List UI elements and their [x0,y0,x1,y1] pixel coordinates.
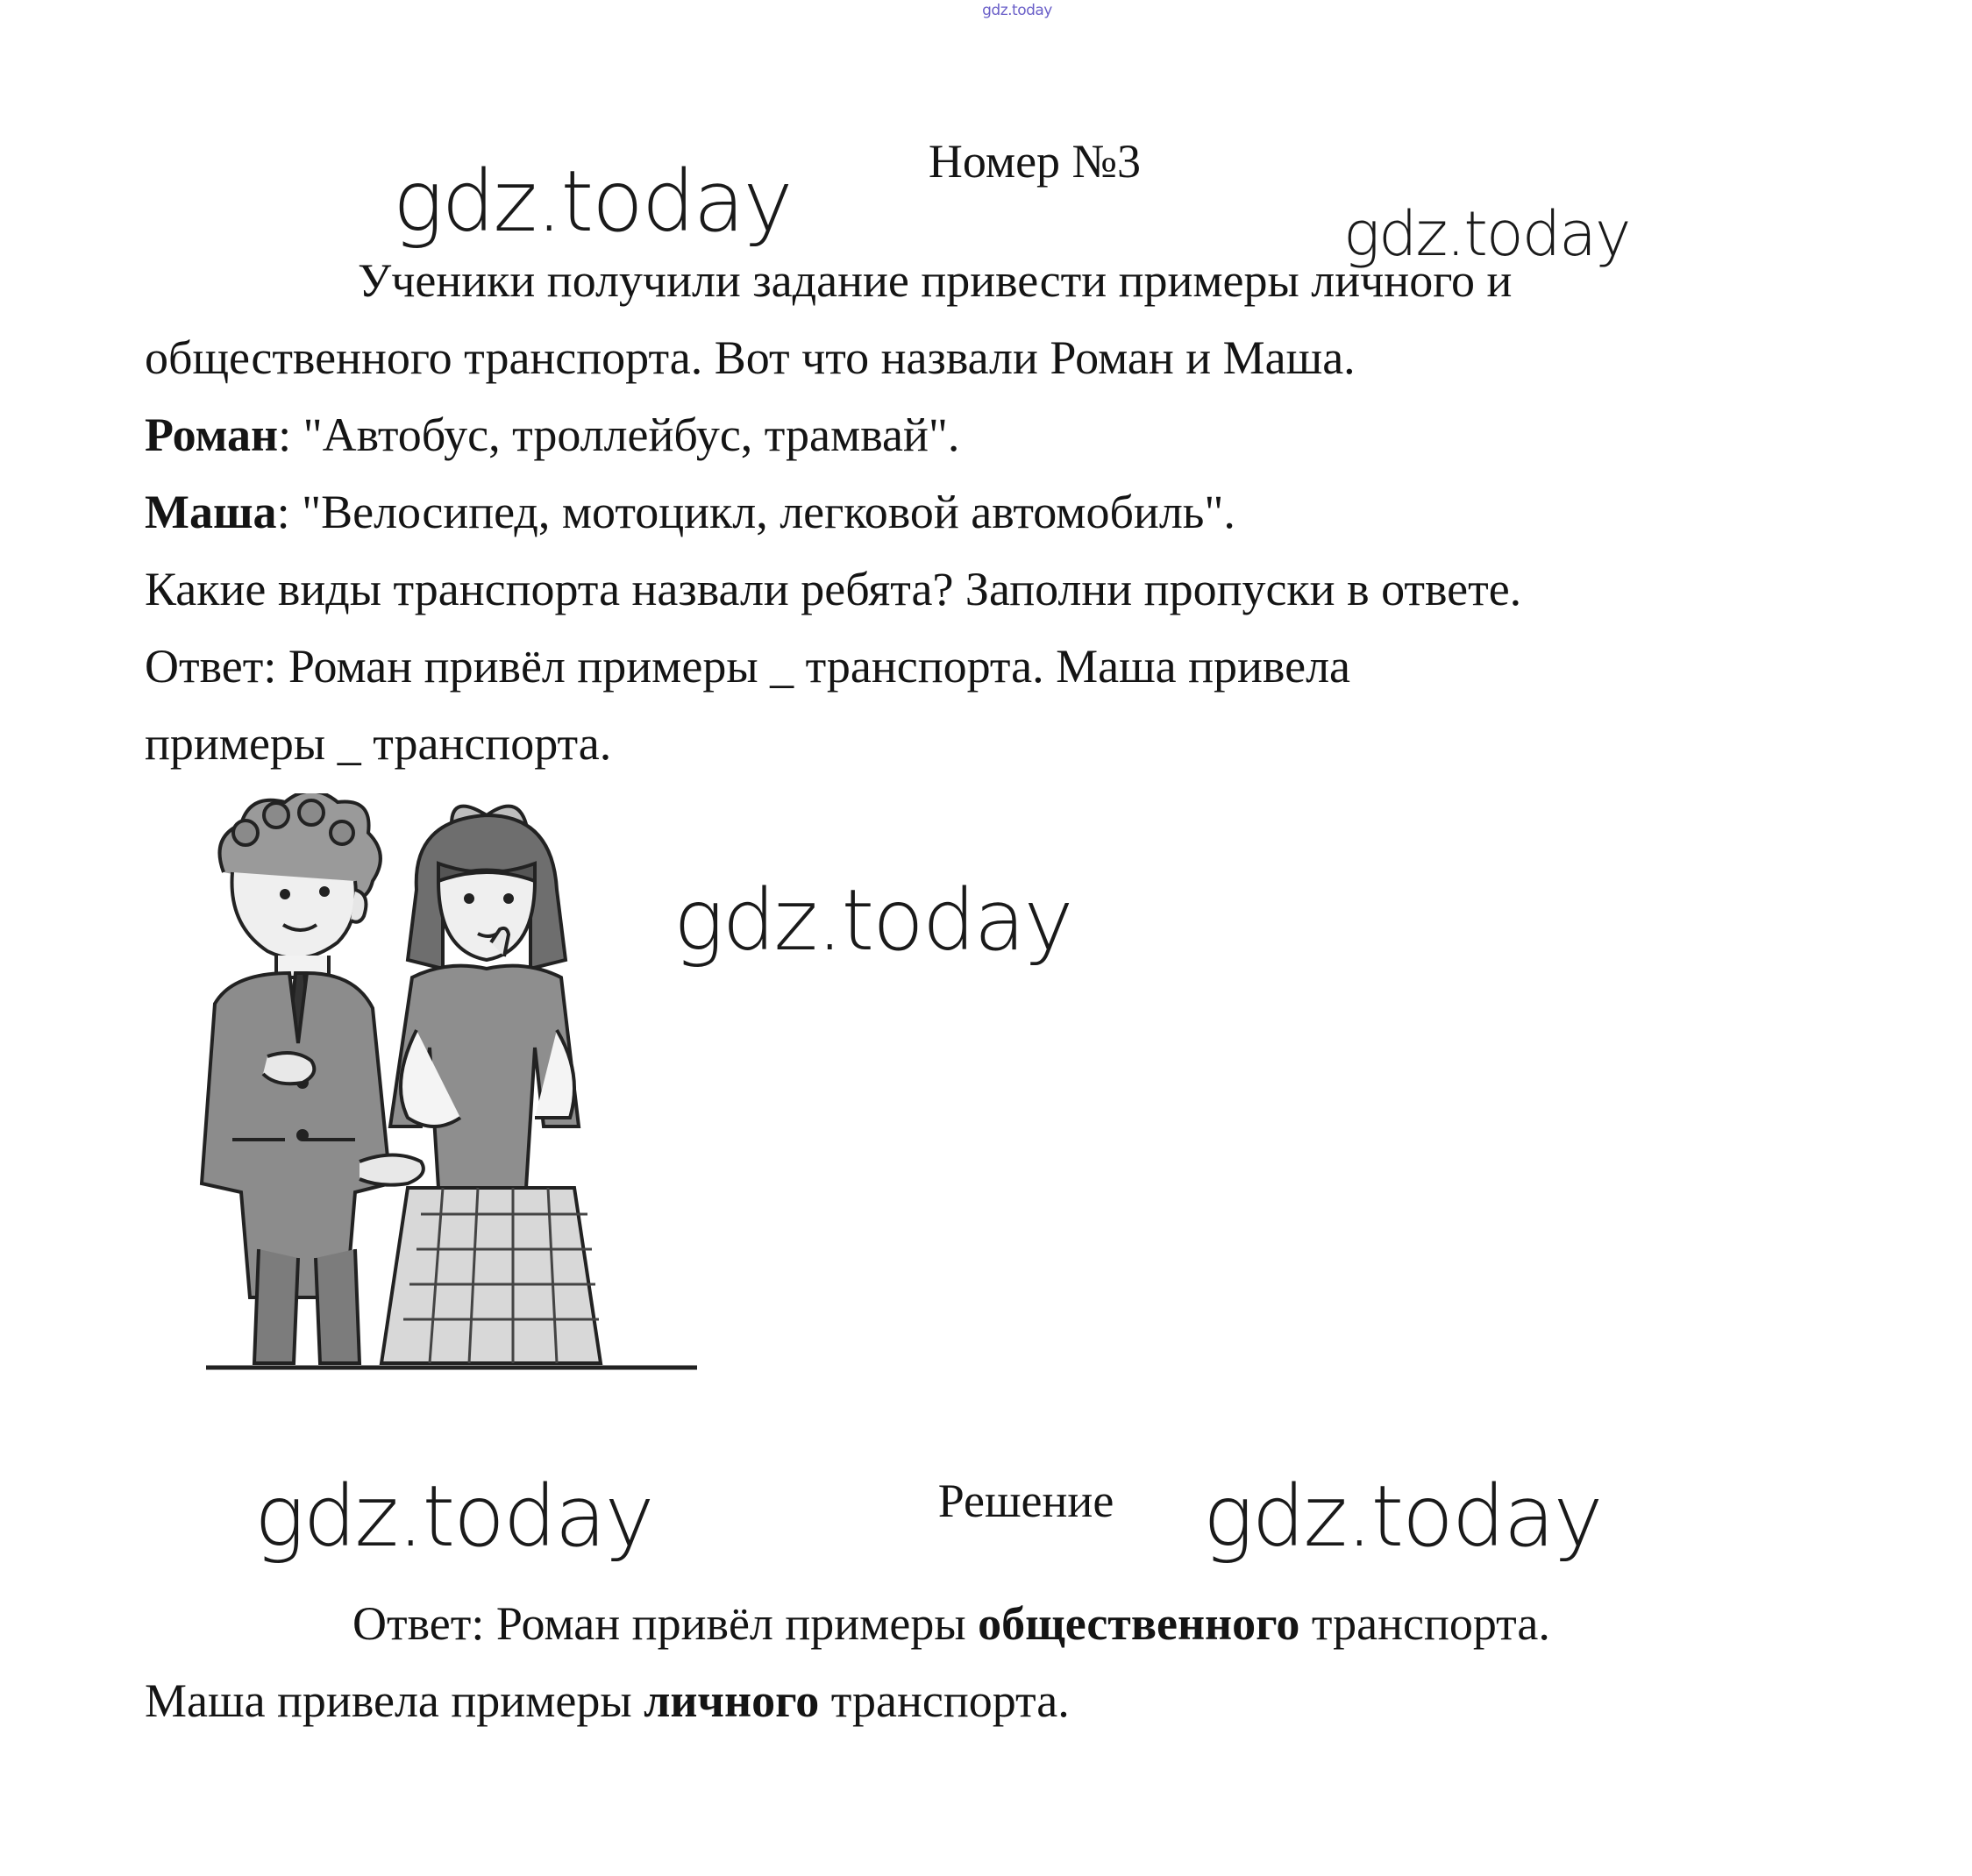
solution-line-2-bold: личного [644,1674,820,1727]
solution-line-2 [145,1673,1070,1730]
watermark: gdz.today [1343,198,1630,270]
masha-name: Маша [145,486,277,538]
task-intro-line-1: Ученики получили задание привести примеры личного и [358,254,1513,307]
solution-line-1-prefix: Ответ: Роман привёл примеры [352,1597,979,1650]
solution-title: Решение [937,1475,1114,1527]
task-intro-line-2: общественного транспорта. Вот что назвали Роман и Маша. [145,331,1356,384]
watermark: gdz.today [1203,1467,1602,1566]
solution-line-2-prefix: Маша привела примеры [145,1674,644,1727]
solution-line-2-suffix: транспорта. [819,1674,1070,1727]
masha-text: : "Велосипед, мотоцикл, легковой автомобиль". [276,486,1235,538]
girl-figure [381,807,601,1363]
roman-text: : "Автобус, троллейбус, трамвай". [278,409,960,461]
watermark: gdz.today [254,1467,653,1566]
solution-line-1 [352,1595,1550,1652]
watermark: gdz.today [393,153,792,251]
watermark: gdz.today [673,871,1072,970]
roman-answer-line [145,407,959,464]
solution-line-1-suffix: транспорта. [1299,1597,1550,1650]
task-question: Какие виды транспорта назвали ребята? Заполни пропуски в ответе. [145,563,1522,615]
masha-answer-line [145,484,1235,541]
children-illustration [180,793,723,1407]
answer-template-line-2: примеры _ транспорта. [145,717,612,770]
solution-line-1-bold: общественного [978,1597,1300,1650]
roman-name: Роман [145,409,279,461]
boy-figure [202,793,424,1363]
task-title: Номер №3 [928,135,1142,188]
answer-template-line-1: Ответ: Роман привёл примеры _ транспорта. Маша привела [145,640,1350,693]
site-mark: gdz.today [982,2,1052,19]
